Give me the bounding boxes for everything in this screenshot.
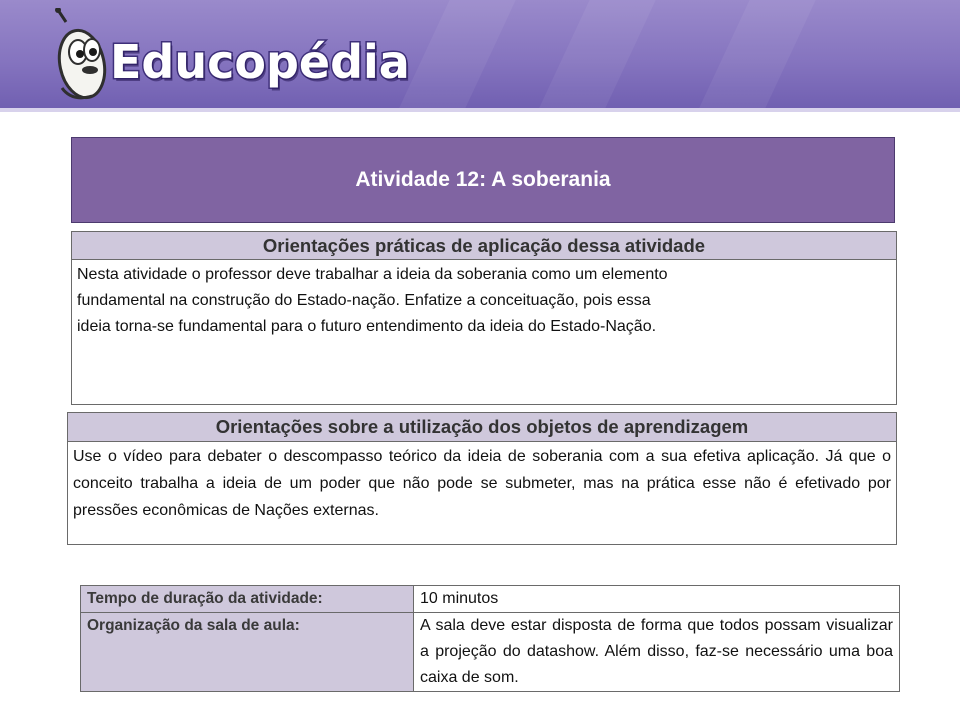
- duration-value: 10 minutos: [414, 586, 900, 613]
- activity-title: Atividade 12: A soberania: [355, 168, 611, 191]
- activity-title-box: [71, 137, 895, 223]
- activity-info-table: [80, 585, 900, 692]
- banner-ray: [516, 0, 663, 112]
- learning-objects-section: [67, 412, 897, 545]
- section-heading: Orientações práticas de aplicação dessa atividade: [72, 232, 896, 260]
- section-body: [72, 260, 896, 340]
- room-value: A sala deve estar disposta de forma que todos possam visualizar a projeção do datashow. Além disso, faz-se necessário uma boa caixa de som.: [414, 613, 900, 692]
- logo-text: Educopédia: [110, 35, 410, 89]
- section-line: Nesta atividade o professor deve trabalhar a ideia da soberania como um elemento: [77, 266, 668, 283]
- practical-guidance-section: [71, 231, 897, 405]
- table-row: [81, 586, 900, 613]
- section-line: fundamental na construção do Estado-nação. Enfatize a conceituação, pois essa: [77, 292, 651, 309]
- table-row: [81, 613, 900, 692]
- banner-ray: [676, 0, 823, 112]
- duration-label: Tempo de duração da atividade:: [81, 586, 414, 613]
- room-label: Organização da sala de aula:: [81, 613, 414, 692]
- header-banner: [0, 0, 960, 112]
- educopedia-mascot-icon: [52, 8, 114, 104]
- section-heading: Orientações sobre a utilização dos objetos de aprendizagem: [68, 413, 896, 442]
- section-body: Use o vídeo para debater o descompasso teórico da ideia de soberania com a sua efetiva aplicação. Já que o conceito trabalha a ideia de um poder que não pode se submeter, mas na prática esse não é efetivado por pressões econômicas de Nações externas.: [73, 448, 891, 519]
- section-line: ideia torna-se fundamental para o futuro entendimento da ideia do Estado-Nação.: [77, 318, 657, 335]
